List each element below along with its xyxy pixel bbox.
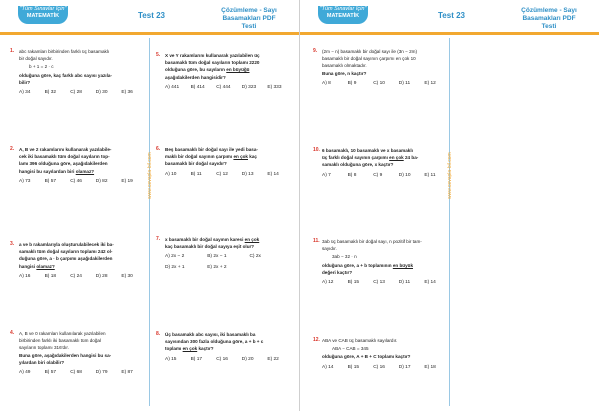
answer-options xyxy=(165,253,293,270)
badge-line2: MATEMATİK xyxy=(26,13,60,19)
option[interactable]: A) 10 xyxy=(165,171,177,177)
answer-options xyxy=(19,89,147,96)
answer-options xyxy=(165,84,293,91)
option[interactable]: C) 46 xyxy=(70,178,82,184)
brand-badge xyxy=(18,6,68,24)
option[interactable]: A) 441 xyxy=(165,84,180,90)
option[interactable]: B) 414 xyxy=(190,84,205,90)
question-1: 1. abc rakamları birbirinden farklı üç basamaklı bir doğal sayıdır. b + 1 = 2 · c olduğuna göre, kaç farklı abc sayısı yazıla- bilir? A) 34 B) 32 C) 28 D) 30 E) 36 xyxy=(19,48,147,96)
option[interactable]: C) 444 xyxy=(216,84,231,90)
option[interactable]: C) 16 xyxy=(373,364,385,370)
brand-badge xyxy=(318,6,368,24)
option[interactable]: B) 8 xyxy=(347,172,357,178)
option[interactable]: B) 15 xyxy=(347,364,360,370)
test-title: Test 23 xyxy=(438,11,465,20)
option[interactable]: C) 9 xyxy=(373,172,383,178)
page-header xyxy=(0,0,299,35)
option[interactable]: D) 11 xyxy=(398,80,411,86)
option[interactable]: B) 2x − 1 xyxy=(207,254,227,260)
option[interactable]: A) 16 xyxy=(19,273,31,279)
option[interactable]: C) 2x xyxy=(249,254,261,260)
option[interactable]: B) 9 xyxy=(347,80,357,86)
option[interactable]: A) 49 xyxy=(19,370,31,376)
question-9: 9. (2m − n) basamaklı bir doğal sayı ile (3n − 2m) basamaklı bir doğal sayının çarpımı en çok 10 basamaklı olmaktadır. Buna göre, n kaçtır? A) 8 B) 9 C) 10 D) 11 E) 12 xyxy=(322,48,450,87)
option[interactable]: A) 12 xyxy=(322,280,334,286)
column-divider xyxy=(149,38,150,406)
badge-line1: "Tüm Sınavlar İçin" xyxy=(319,6,367,12)
test-title: Test 23 xyxy=(138,11,165,20)
question-2: 2. A, B ve 2 rakamlarını kullanarak yazılabile- cek iki basamaklı tüm doğal sayıların top- lamı 396 olduğuna göre, aşağıdakilerden hangisi bu sayılardan biri olamaz? A) 73 B) 57 C) 46 D) 82 E) 19 xyxy=(19,146,147,185)
option[interactable]: D) 82 xyxy=(95,178,108,184)
option[interactable]: A) 15 xyxy=(165,356,177,362)
option[interactable]: A) 7 xyxy=(322,172,331,178)
option[interactable]: B) 18 xyxy=(44,273,57,279)
answer-options xyxy=(322,80,450,87)
page-header xyxy=(300,0,599,35)
option[interactable]: E) 19 xyxy=(121,178,133,184)
option[interactable]: A) 34 xyxy=(19,90,31,96)
option[interactable]: C) 12 xyxy=(216,171,228,177)
option[interactable]: E) 22 xyxy=(267,356,279,362)
option[interactable]: A) 2x − 2 xyxy=(165,254,185,260)
option[interactable]: D) 10 xyxy=(398,172,411,178)
right-page xyxy=(300,0,599,411)
option[interactable]: E) 36 xyxy=(121,90,133,96)
badge-line2: MATEMATİK xyxy=(326,13,360,19)
question-6: 6. Beş basamaklı bir doğal sayı ile yedi basa- maklı bir doğal sayının çarpımı en çok kaç basamaklı bir doğal sayıdır? A) 10 B) 11 C) 12 D) 13 E) 14 xyxy=(165,146,293,178)
topic-title: Çözümleme - Sayı Basamakları PDF Testi xyxy=(521,7,577,30)
option[interactable]: E) 30 xyxy=(121,273,133,279)
option[interactable]: C) 13 xyxy=(373,280,385,286)
option[interactable]: A) 14 xyxy=(322,364,334,370)
question-3: 3. a ve b rakamlarıyla oluşturulabilecek iki ba- samaklı tüm doğal sayıların toplamı 242 ol- duğuna göre, a · b çarpımı aşağıdakilerden hangisi olamaz? A) 16 B) 18 C) 24 D) 28 E) 30 xyxy=(19,241,147,280)
option[interactable]: B) 32 xyxy=(44,90,57,96)
answer-options xyxy=(19,369,147,376)
question-4: 4. A, B ve 0 rakamları kullanılarak yazılabilen birbirinden farklı iki basamaklı tüm doğal sayıların toplamı 316'dır. Buna göre, aşağıdakilerden hangisi bu sa- yılardan biri olabilir? A) 49 B) 57 C) 68 D) 79 E) 87 xyxy=(19,330,147,376)
option[interactable]: D) 13 xyxy=(241,171,254,177)
option[interactable]: E) 14 xyxy=(267,171,279,177)
answer-options xyxy=(322,364,450,371)
option[interactable]: C) 24 xyxy=(70,273,82,279)
watermark: www.cevapla-bil.com xyxy=(447,152,453,199)
option[interactable]: C) 28 xyxy=(70,90,82,96)
option[interactable]: E) 11 xyxy=(424,172,436,178)
option[interactable]: D) 323 xyxy=(241,84,257,90)
answer-options xyxy=(19,178,147,185)
option[interactable]: E) 14 xyxy=(424,280,436,286)
question-11: 11. 3ab üç basamaklı bir doğal sayı, n pozitif bir tam- sayıdır. 3ab − 32 · n olduğuna göre, a + b toplamının en büyük değeri kaçtır? A) 12 B) 15 C) 13 D) 11 E) 14 xyxy=(322,238,450,286)
option[interactable]: C) 10 xyxy=(373,80,385,86)
option[interactable]: B) 57 xyxy=(44,178,57,184)
badge-line1: "Tüm Sınavlar İçin" xyxy=(19,6,67,12)
option[interactable]: E) 333 xyxy=(267,84,282,90)
option[interactable]: D) 11 xyxy=(398,280,411,286)
question-12: 12. ABA ve CAB üç basamaklı sayılardır. ABA − CAB = 345 olduğuna göre, A + B + C toplamı kaçtır? A) 14 B) 15 C) 16 D) 17 E) 18 xyxy=(322,337,450,371)
answer-options xyxy=(19,273,147,280)
question-10: 10. 6 basamaklı, 10 basamaklı ve x basamaklı üç farklı doğal sayının çarpımı en çok 24 ba- samaklı olduğuna göre, x kaçtır? A) 7 B) 8 C) 9 D) 10 E) 11 xyxy=(322,147,450,179)
option[interactable]: D) 2x + 1 xyxy=(165,264,185,270)
answer-options xyxy=(322,172,450,179)
option[interactable]: C) 68 xyxy=(70,370,82,376)
watermark: www.cevapla-bil.com xyxy=(147,152,153,199)
option[interactable]: E) 18 xyxy=(424,364,436,370)
option[interactable]: B) 17 xyxy=(190,356,203,362)
option[interactable]: B) 11 xyxy=(190,171,202,177)
option[interactable]: D) 79 xyxy=(95,370,108,376)
option[interactable]: A) 73 xyxy=(19,178,31,184)
question-8: 8. Üç basamaklı abc sayısı, iki basamaklı ba sayısından 300 fazla olduğuna göre, a + b + c toplamı en çok kaçtır? A) 15 B) 17 C) 16 D) 20 E) 22 xyxy=(165,331,293,363)
option[interactable]: B) 57 xyxy=(44,370,57,376)
option[interactable]: C) 16 xyxy=(216,356,228,362)
answer-options xyxy=(165,356,293,363)
answer-options xyxy=(322,279,450,286)
topic-title: Çözümleme - Sayı Basamakları PDF Testi xyxy=(221,7,277,30)
option[interactable]: E) 12 xyxy=(424,80,436,86)
option[interactable]: D) 30 xyxy=(95,90,108,96)
question-5: 5. X ve Y rakamlarını kullanarak yazılabilen üç basamaklı tüm doğal sayıların toplamı 2220 olduğuna göre, bu sayıların en büyüğü aşağıdakilerden hangisidir? A) 441 B) 414 C) 444 D) 323 E) 333 xyxy=(165,52,293,91)
question-7: 7. x basamaklı bir doğal sayının karesi en çok kaç basamaklı bir doğal sayıya eşit olur? A) 2x − 2 B) 2x − 1 C) 2x D) 2x + 1 E) 2x + 2 xyxy=(165,236,293,271)
option[interactable]: A) 8 xyxy=(322,80,331,86)
option[interactable]: D) 28 xyxy=(95,273,108,279)
answer-options xyxy=(165,171,293,178)
option[interactable]: E) 2x + 2 xyxy=(207,264,227,270)
option[interactable]: D) 17 xyxy=(398,364,411,370)
option[interactable]: B) 15 xyxy=(347,280,360,286)
option[interactable]: D) 20 xyxy=(241,356,254,362)
option[interactable]: E) 87 xyxy=(121,370,133,376)
